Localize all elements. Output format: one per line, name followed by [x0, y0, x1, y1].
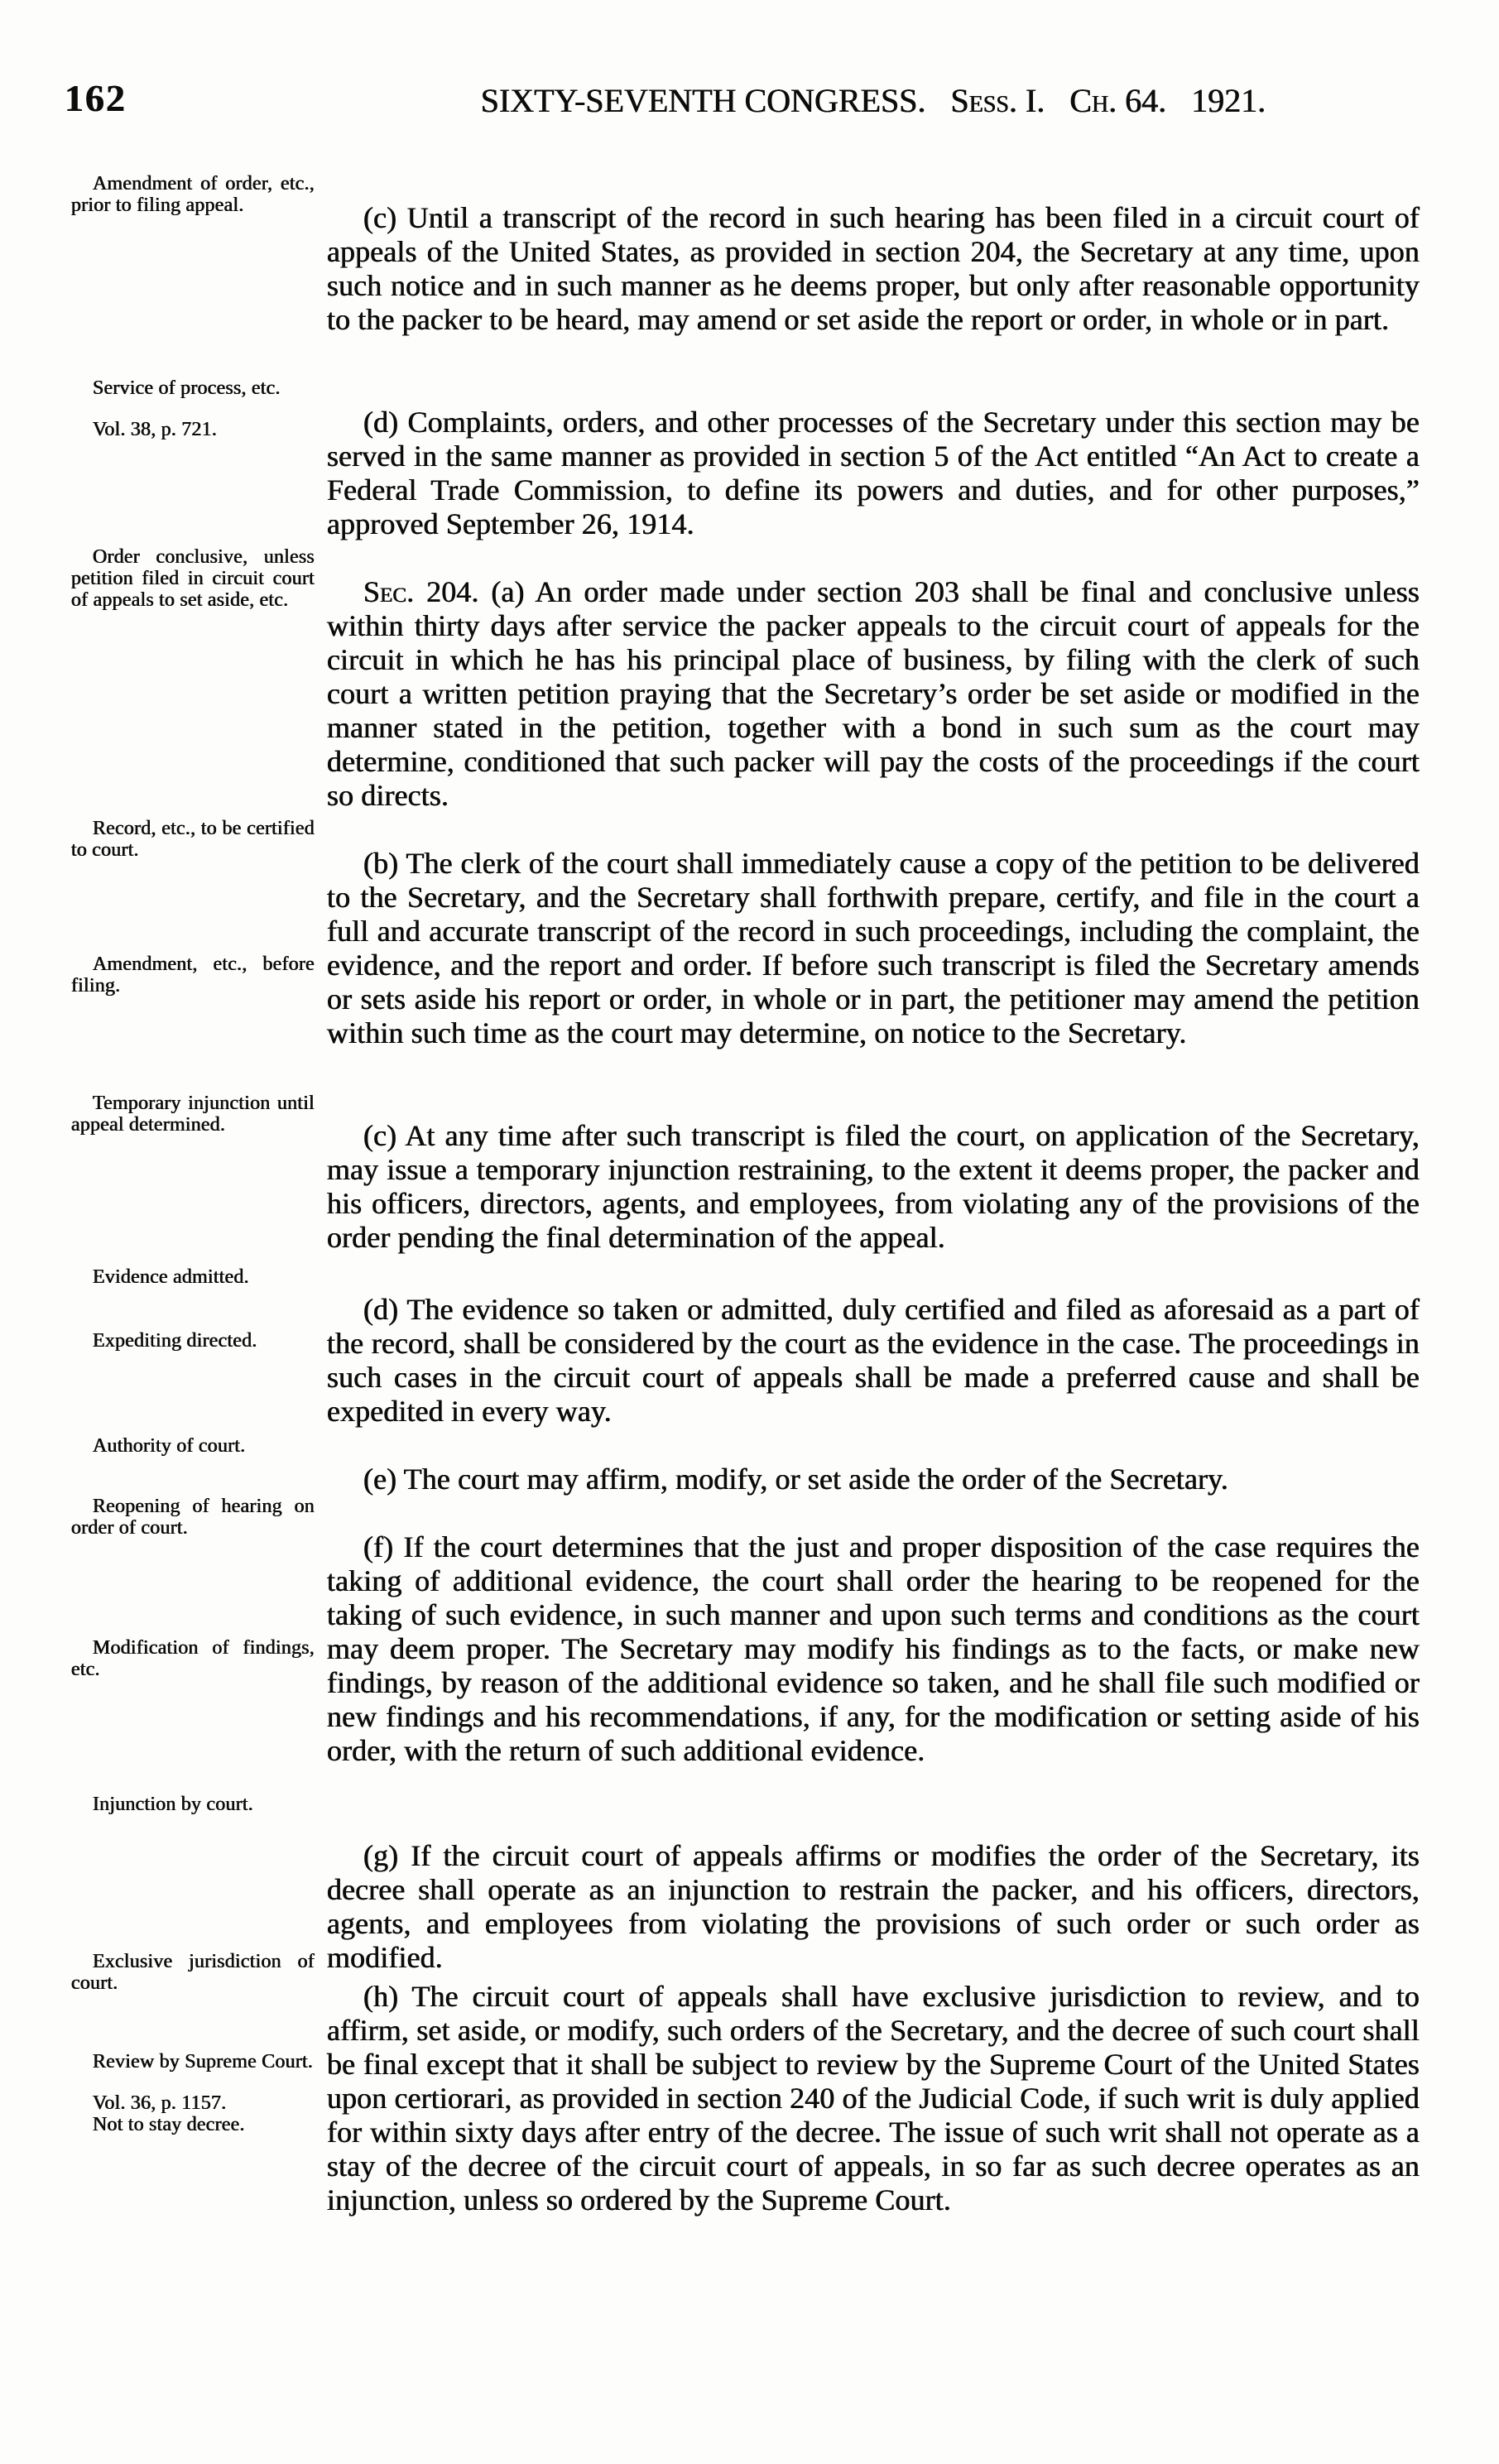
page-number: 162	[65, 77, 127, 119]
sidenote: Service of process, etc.	[93, 377, 281, 399]
paragraph-text: (d) The evidence so taken or admitted, duly certified and filed as aforesaid as a part of the record, shall be considered by the court as the evidence in the case. The proceedings in such cases in the circuit court of appeals shall be made a preferred cause and shall be expedited in every way.	[327, 1293, 1420, 1428]
sidenote: Exclusive jurisdiction of court.	[71, 1951, 315, 1994]
body-paragraph	[327, 575, 1420, 813]
paragraph-text: (g) If the circuit court of appeals affirms or modifies the order of the Secretary, its decree shall operate as an injunction to restrain the packer, and his officers, directors, agents, and employees from violating the provisions of such order or such order as modified.	[327, 1839, 1420, 1974]
paragraph-text: (h) The circuit court of appeals shall have exclusive jurisdiction to review, and to affirm, set aside, or modify, such orders of the Secretary, and the decree of such court shall be final except that it shall be subject to review by the Supreme Court of the United States upon certiorari, as provided in section 240 of the Judicial Code, if such writ is duly applied for within sixty days after entry of the decree. The issue of such writ shall not operate as a stay of the decree of the circuit court of appeals, in so far as such decree operates as an injunction, unless so ordered by the Supreme Court.	[327, 1980, 1420, 2217]
paragraph-text: (f) If the court determines that the just and proper disposition of the case requires the taking of additional evidence, the court shall order the hearing to be reopened for the taking of such evidence, in such manner and upon such terms and conditions as the court may deem proper. The Secretary may modify his findings as to the facts, or make new findings, by reason of the additional evidence so taken, and he shall file such modified or new findings and his recommendations, if any, for the modification or setting aside of his order, with the return of such additional evidence.	[327, 1530, 1420, 1767]
body-paragraph	[327, 1980, 1420, 2217]
sidenote: Order conclusive, unless petition filed in circuit court of appeals to set aside, etc.	[71, 546, 315, 611]
body-paragraph	[327, 1293, 1420, 1429]
sidenote: Vol. 38, p. 721.	[93, 419, 218, 440]
sidenote: Record, etc., to be certified to court.	[71, 818, 315, 861]
paragraph-text: (c) At any time after such transcript is filed the court, on application of the Secretary, may issue a temporary injunction restraining, to the extent it deems proper, the packer and his officers, directors, agents, and employees, from violating any of the provisions of the order pending the final determination of the appeal.	[327, 1119, 1420, 1254]
paragraph-text: (b) The clerk of the court shall immediately cause a copy of the petition to be delivered to the Secretary, and the Secretary shall forthwith prepare, certify, and file in the court a full and accurate transcript of the record in such proceedings, including the complaint, the evidence, and the report and order. If before such transcript is filed the Secretary amends or sets aside his report or order, in whole or in part, the petitioner may amend the petition within such time as the court may determine, on notice to the Secretary.	[327, 847, 1420, 1049]
body-paragraph	[327, 201, 1420, 337]
body-paragraph	[327, 1119, 1420, 1255]
body-paragraph	[327, 847, 1420, 1050]
body-paragraph	[327, 1463, 1420, 1496]
sidenote: Authority of court.	[93, 1435, 246, 1457]
sidenote: Amendment, etc., before filing.	[71, 953, 315, 997]
body-paragraph	[327, 1839, 1420, 1975]
paragraph-text: (c) Until a transcript of the record in such hearing has been filed in a circuit court of appeals of the United States, as provided in section 204, the Secretary at any time, upon such notice and in such manner as he deems proper, but only after reasonable opportunity to the packer to be heard, may amend or set aside the report or order, in whole or in part.	[327, 201, 1420, 336]
header-year: 1921.	[1191, 82, 1266, 119]
sidenote: Expediting directed.	[93, 1330, 257, 1352]
sidenote: Amendment of order, etc., prior to filing appeal.	[71, 173, 315, 216]
body-paragraph	[327, 1530, 1420, 1768]
paragraph-text: (a) An order made under section 203 shall be final and conclusive unless within thirty days after service the packer appeals to the circuit court of appeals for the circuit in which he has his principal place of business, by filing with the clerk of such court a written petition praying that the Secretary’s order be set aside or modified in the manner stated in the petition, together with a bond in such sum as the court may determine, conditioned that such packer will pay the costs of the proceedings if the court so directs.	[327, 575, 1420, 812]
sidenote: Reopening of hearing on order of court.	[71, 1496, 315, 1539]
sidenote: Injunction by court.	[93, 1794, 253, 1815]
paragraph-text: (d) Complaints, orders, and other processes of the Secretary under this section may be served in the same manner as provided in section 5 of the Act entitled “An Act to create a Federal Trade Commission, to define its powers and duties, and for other purposes,” approved September 26, 1914.	[327, 406, 1420, 540]
header-congress: SIXTY-SEVENTH CONGRESS.	[480, 82, 926, 119]
section-lead: Sec. 204.	[363, 575, 479, 608]
running-header	[327, 81, 1420, 120]
sidenote: Temporary injunction until appeal determined.	[71, 1093, 315, 1136]
header-chapter: Ch. 64.	[1069, 82, 1167, 119]
sidenote: Review by Supreme Court.	[93, 2051, 314, 2073]
sidenote: Modification of findings, etc.	[71, 1637, 315, 1680]
paragraph-text: (e) The court may affirm, modify, or set aside the order of the Secretary.	[363, 1463, 1229, 1496]
body-paragraph	[327, 406, 1420, 541]
sidenote: Evidence admitted.	[93, 1266, 249, 1288]
sidenote: Vol. 36, p. 1157.	[93, 2092, 227, 2114]
header-session: Sess. I.	[950, 82, 1045, 119]
sidenote: Not to stay decree.	[93, 2114, 245, 2135]
